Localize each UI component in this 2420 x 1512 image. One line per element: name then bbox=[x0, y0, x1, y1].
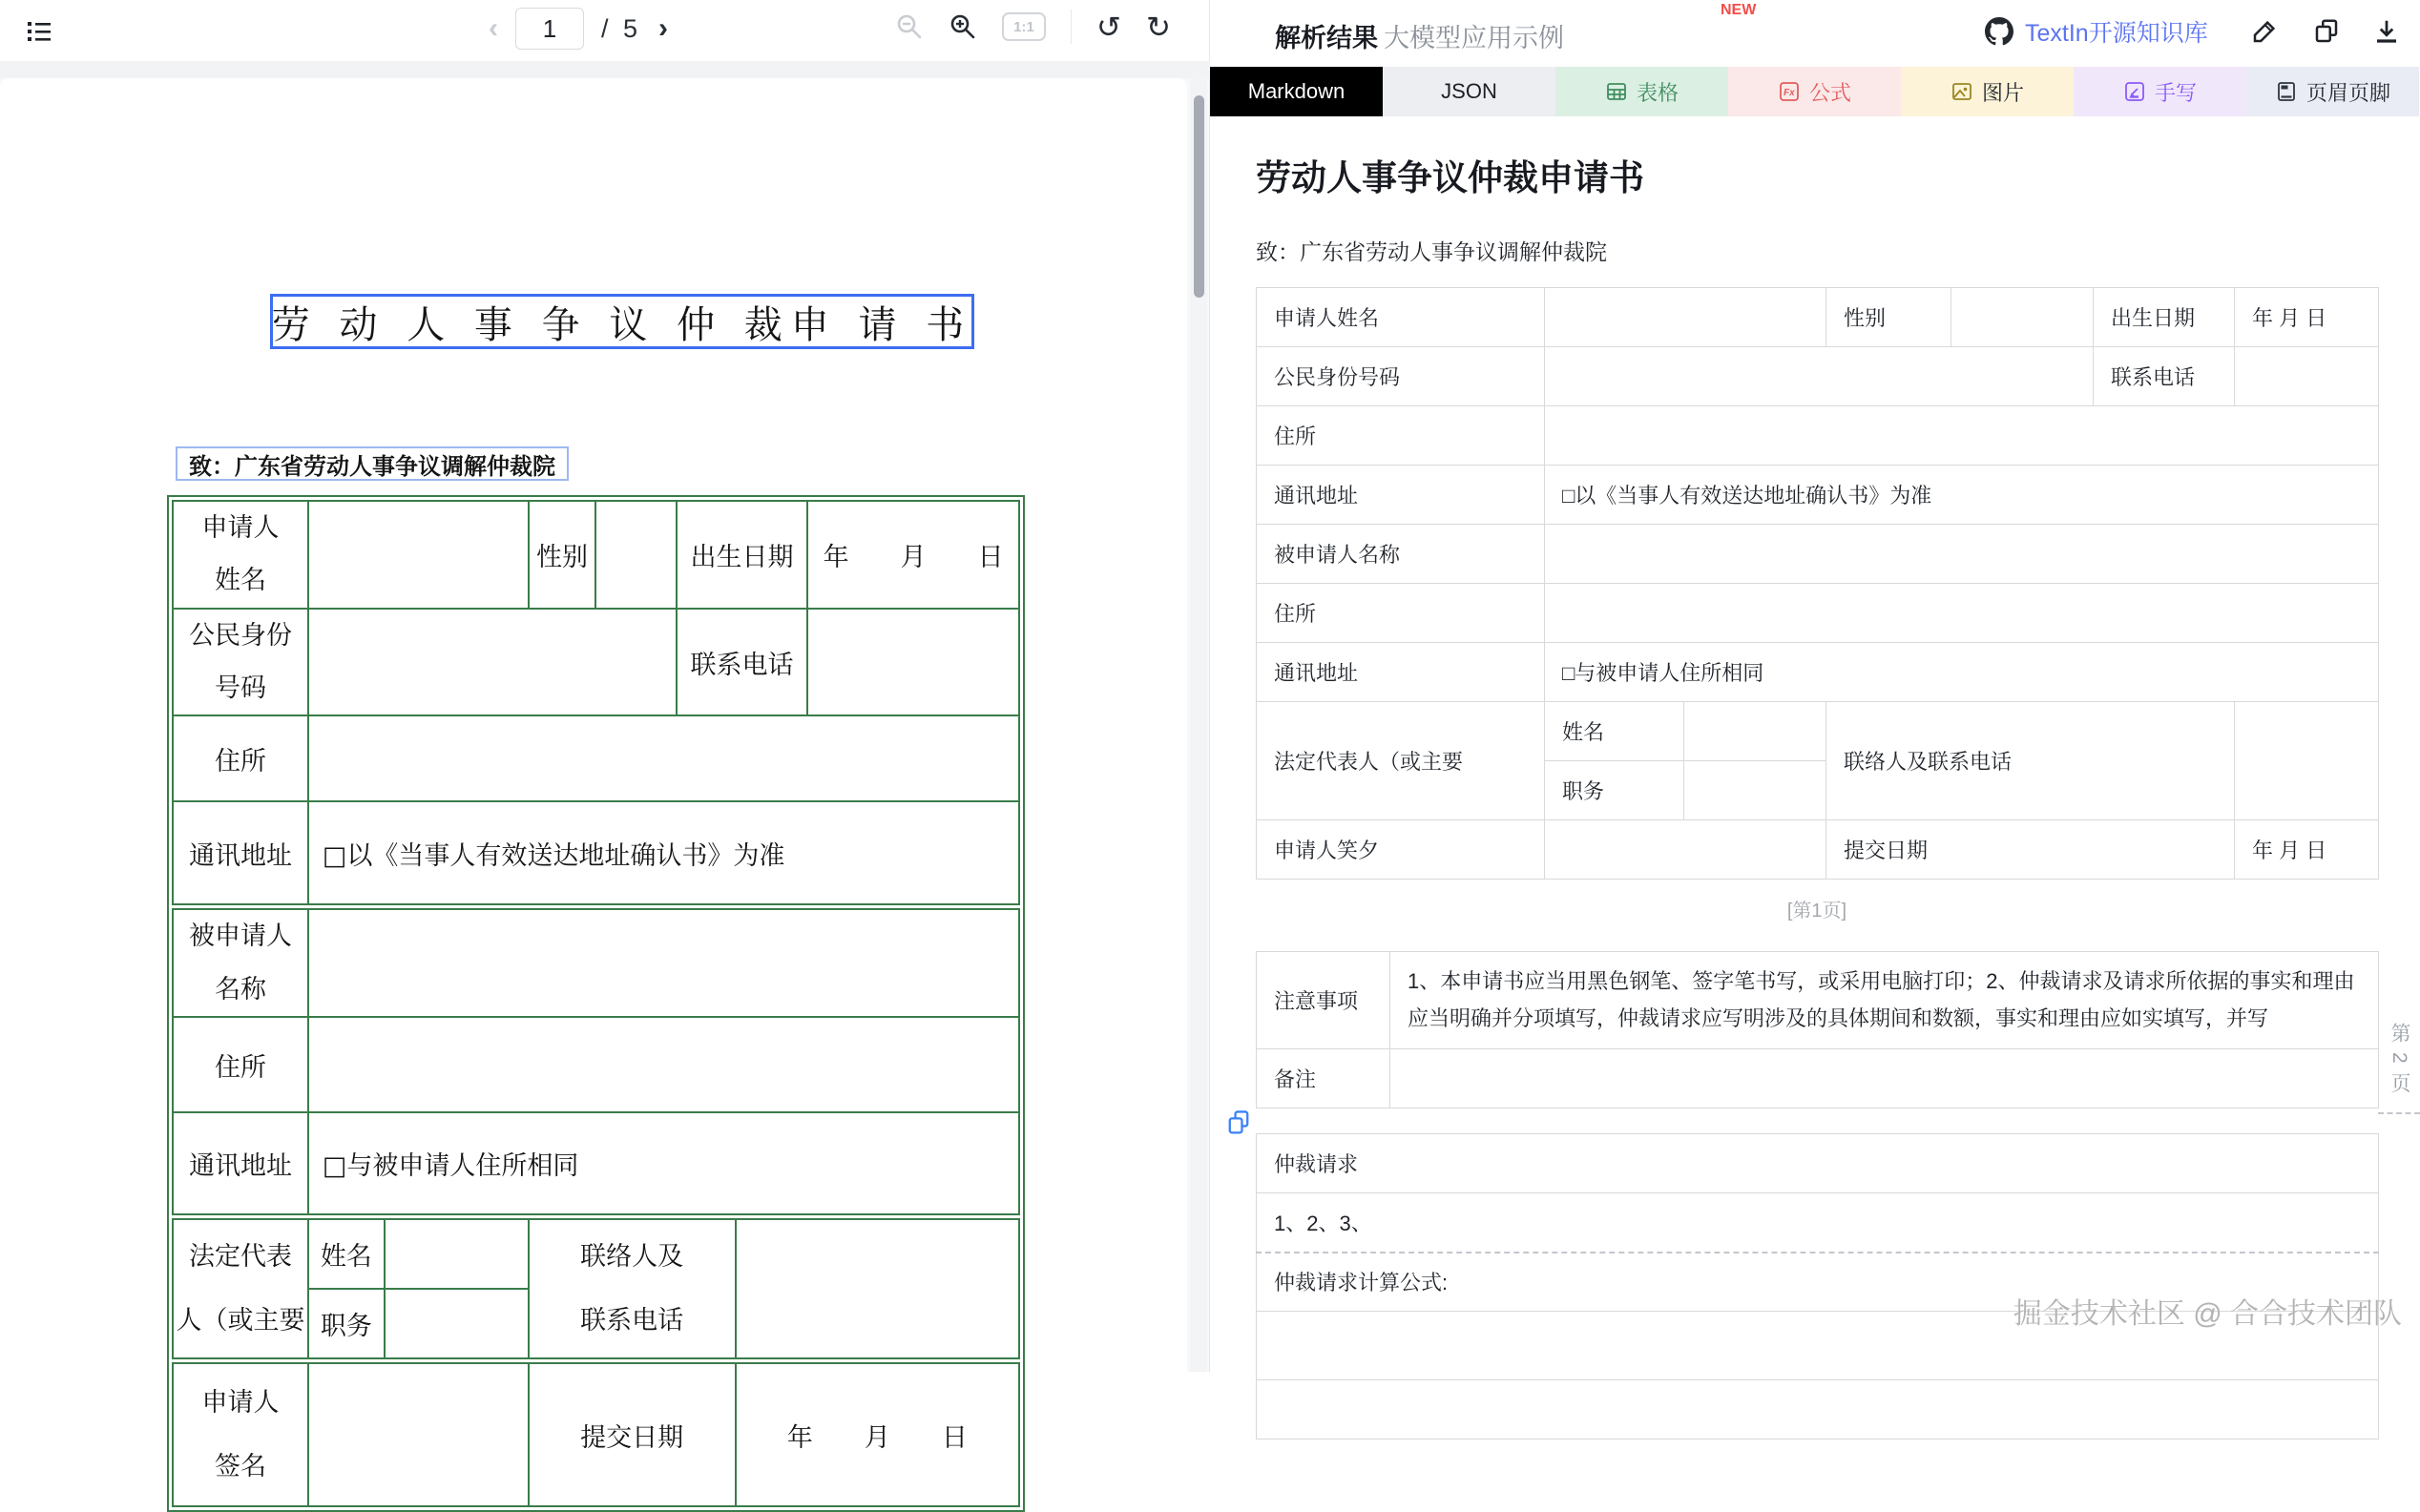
md-cell: 法定代表人（或主要 bbox=[1257, 702, 1545, 820]
zoom-in-icon[interactable] bbox=[949, 12, 977, 41]
md-cell bbox=[1545, 820, 1826, 880]
md-cell bbox=[1951, 288, 2094, 347]
scanned-document-page bbox=[0, 78, 1187, 1482]
form-label: 年 月 日 bbox=[736, 1363, 1019, 1506]
copy-table-icon[interactable] bbox=[1225, 1108, 1252, 1137]
md-cell: 1、本申请书应当用黑色钢笔、签字笔书写，或采用电脑打印；2、仲裁请求及请求所依据的事实和理由应当明确并分项填写，仲裁请求应写明涉及的具体期间和数额，事实和理由应如实填写，并写 bbox=[1390, 952, 2379, 1049]
result-header bbox=[1210, 0, 2419, 67]
tab-json-label: JSON bbox=[1441, 79, 1497, 103]
md-cell: 被申请人名称 bbox=[1257, 525, 1545, 584]
form-band-respondent bbox=[172, 908, 1020, 1215]
header-footer-icon bbox=[2275, 80, 2298, 103]
md-cell: 申请人笑夕 bbox=[1257, 820, 1545, 880]
form-label: 住所 bbox=[173, 715, 308, 801]
github-icon bbox=[1985, 17, 2013, 46]
form-note: □以《当事人有效送达地址确认书》为准 bbox=[308, 801, 1019, 904]
tab-table[interactable] bbox=[1555, 67, 1728, 116]
md-cell bbox=[2235, 702, 2379, 820]
new-badge: NEW bbox=[1721, 2, 1757, 18]
viewer-background bbox=[0, 61, 1210, 78]
tab-image-label: 图片 bbox=[1981, 80, 2024, 105]
form-label: 提交日期 bbox=[529, 1363, 736, 1506]
detected-addressee-box[interactable]: 致：广东省劳动人事争议调解仲裁院 bbox=[176, 446, 569, 481]
md-cell: 注意事项 bbox=[1257, 952, 1390, 1049]
tab-formula[interactable] bbox=[1728, 67, 1901, 116]
md-cell: 仲裁请求计算公式: bbox=[1257, 1253, 2379, 1312]
rotate-left-icon[interactable]: ↺ bbox=[1096, 10, 1121, 44]
tab-table-label: 表格 bbox=[1636, 80, 1679, 105]
md-cell: 公民身份号码 bbox=[1257, 347, 1545, 406]
table-icon bbox=[1605, 80, 1628, 103]
markdown-preview bbox=[1210, 116, 2419, 1440]
zoom-controls bbox=[895, 10, 1171, 44]
form-value-cell bbox=[308, 609, 677, 716]
form-label: 通讯地址 bbox=[173, 801, 308, 904]
md-cell bbox=[2235, 347, 2379, 406]
md-cell: 联络人及联系电话 bbox=[1826, 702, 2235, 820]
md-cell: 出生日期 bbox=[2094, 288, 2235, 347]
page-navigation bbox=[489, 8, 668, 50]
textin-repo-link[interactable] bbox=[1985, 14, 2208, 49]
md-cell bbox=[1545, 584, 2379, 643]
form-label: 姓名 bbox=[308, 1219, 385, 1289]
form-band-legal-rep bbox=[172, 1218, 1020, 1359]
md-cell bbox=[1545, 406, 2379, 466]
viewer-scrollbar-thumb[interactable] bbox=[1194, 95, 1204, 298]
svg-text:Fx: Fx bbox=[1783, 88, 1795, 98]
md-cell: □与被申请人住所相同 bbox=[1545, 643, 2379, 702]
tab-handwriting-label: 手写 bbox=[2154, 80, 2197, 105]
md-cell: 申请人姓名 bbox=[1257, 288, 1545, 347]
tab-llm-demo[interactable]: 大模型应用示例 bbox=[1384, 24, 1564, 52]
form-label: 年 月 日 bbox=[807, 501, 1019, 609]
form-label: 申请人 签名 bbox=[173, 1363, 308, 1506]
md-cell: □以《当事人有效送达地址确认书》为准 bbox=[1545, 466, 2379, 525]
form-value-cell bbox=[308, 1363, 529, 1506]
tab-image[interactable] bbox=[1901, 67, 2074, 116]
form-label: 职务 bbox=[308, 1289, 385, 1358]
form-value-cell bbox=[595, 501, 676, 609]
tab-formula-label: 公式 bbox=[1808, 80, 1851, 105]
md-title: 劳动人事争议仲裁申请书 bbox=[1256, 158, 1644, 197]
form-label: 被申请人 名称 bbox=[173, 909, 308, 1017]
md-cell bbox=[1684, 761, 1826, 820]
md-table-claim bbox=[1256, 1133, 2379, 1440]
repo-link-label: TextIn开源知识库 bbox=[2025, 20, 2208, 47]
md-cell: 住所 bbox=[1257, 406, 1545, 466]
md-cell: 通讯地址 bbox=[1257, 643, 1545, 702]
page-marker: [第1页] bbox=[1786, 901, 1847, 922]
form-label: 联系电话 bbox=[677, 609, 807, 716]
form-band-signature bbox=[172, 1362, 1020, 1507]
md-addressee: 致：广东省劳动人事争议调解仲裁院 bbox=[1256, 239, 1607, 264]
form-label: 申请人 姓名 bbox=[173, 501, 308, 609]
current-result-page-indicator: 第2页 bbox=[2389, 1023, 2410, 1103]
md-table-main bbox=[1256, 287, 2379, 880]
document-viewer-pane bbox=[0, 0, 1210, 1482]
form-label: 出生日期 bbox=[677, 501, 807, 609]
md-cell bbox=[1390, 1049, 2379, 1108]
md-cell bbox=[1257, 1380, 2379, 1440]
md-cell: 年 月 日 bbox=[2235, 820, 2379, 880]
result-format-tabs bbox=[1210, 67, 2419, 116]
parse-result-pane bbox=[1210, 0, 2419, 1372]
form-label: 性别 bbox=[529, 501, 596, 609]
md-cell: 1、2、3、 bbox=[1257, 1193, 2379, 1253]
download-icon[interactable] bbox=[2372, 17, 2401, 51]
form-label: 法定代表 人（或主要 bbox=[173, 1219, 308, 1358]
md-cell: 年 月 日 bbox=[2235, 288, 2379, 347]
tab-header-footer[interactable] bbox=[2246, 67, 2419, 116]
md-cell: 职务 bbox=[1545, 761, 1684, 820]
page-total-label: / 5 bbox=[601, 13, 642, 43]
md-cell bbox=[1545, 347, 2094, 406]
tab-markdown-label: Markdown bbox=[1247, 79, 1346, 103]
edit-icon[interactable] bbox=[2250, 17, 2279, 51]
zoom-out-icon[interactable] bbox=[895, 12, 924, 41]
form-value-cell bbox=[736, 1219, 1019, 1358]
md-cell: 性别 bbox=[1826, 288, 1951, 347]
md-cell: 提交日期 bbox=[1826, 820, 2235, 880]
form-value-cell bbox=[807, 609, 1019, 716]
page-break-dashed-line bbox=[2378, 1112, 2420, 1114]
viewer-toolbar bbox=[0, 0, 1209, 61]
page-number-input[interactable] bbox=[515, 8, 584, 50]
md-cell bbox=[1545, 288, 1826, 347]
next-page-icon[interactable]: › bbox=[658, 12, 669, 44]
md-cell: 仲裁请求 bbox=[1257, 1134, 2379, 1193]
handwriting-icon bbox=[2123, 80, 2146, 103]
form-value-cell bbox=[385, 1219, 529, 1289]
md-cell bbox=[1684, 702, 1826, 761]
form-value-cell bbox=[308, 909, 1019, 1017]
form-note: □与被申请人住所相同 bbox=[308, 1112, 1019, 1214]
md-cell: 姓名 bbox=[1545, 702, 1684, 761]
tab-parse-result[interactable]: 解析结果 bbox=[1275, 24, 1378, 52]
tab-handwriting[interactable] bbox=[2074, 67, 2246, 116]
md-cell: 联系电话 bbox=[2094, 347, 2235, 406]
prev-page-icon[interactable]: ‹ bbox=[489, 12, 498, 44]
form-label: 联络人及 联系电话 bbox=[529, 1219, 736, 1358]
tab-header-footer-label: 页眉页脚 bbox=[2305, 80, 2390, 105]
form-value-cell bbox=[385, 1289, 529, 1358]
form-label: 通讯地址 bbox=[173, 1112, 308, 1214]
tab-json[interactable] bbox=[1383, 67, 1555, 116]
outline-toggle-icon[interactable] bbox=[23, 15, 55, 48]
form-value-cell bbox=[308, 501, 529, 609]
detected-title-box[interactable]: 劳 动 人 事 争 议 仲 裁申 请 书 bbox=[270, 294, 974, 349]
tab-markdown[interactable] bbox=[1210, 67, 1383, 116]
form-value-cell bbox=[308, 1017, 1019, 1112]
md-cell: 备注 bbox=[1257, 1049, 1390, 1108]
detected-form-table[interactable] bbox=[167, 495, 1025, 1512]
watermark-text: 掘金技术社区 @ 合合技术团队 bbox=[2013, 1298, 2402, 1330]
toolbar-divider bbox=[1071, 10, 1072, 44]
actual-size-button[interactable]: 1:1 bbox=[1002, 12, 1046, 41]
md-cell bbox=[1545, 525, 2379, 584]
md-cell: 住所 bbox=[1257, 584, 1545, 643]
rotate-right-icon[interactable]: ↻ bbox=[1145, 10, 1171, 44]
copy-icon[interactable] bbox=[2312, 17, 2341, 51]
form-band-applicant bbox=[172, 500, 1020, 905]
image-icon bbox=[1951, 80, 1973, 103]
form-value-cell bbox=[308, 715, 1019, 801]
md-table-notice bbox=[1256, 951, 2379, 1108]
form-label: 住所 bbox=[173, 1017, 308, 1112]
md-cell: 通讯地址 bbox=[1257, 466, 1545, 525]
form-label: 公民身份 号码 bbox=[173, 609, 308, 716]
formula-icon bbox=[1778, 80, 1801, 103]
